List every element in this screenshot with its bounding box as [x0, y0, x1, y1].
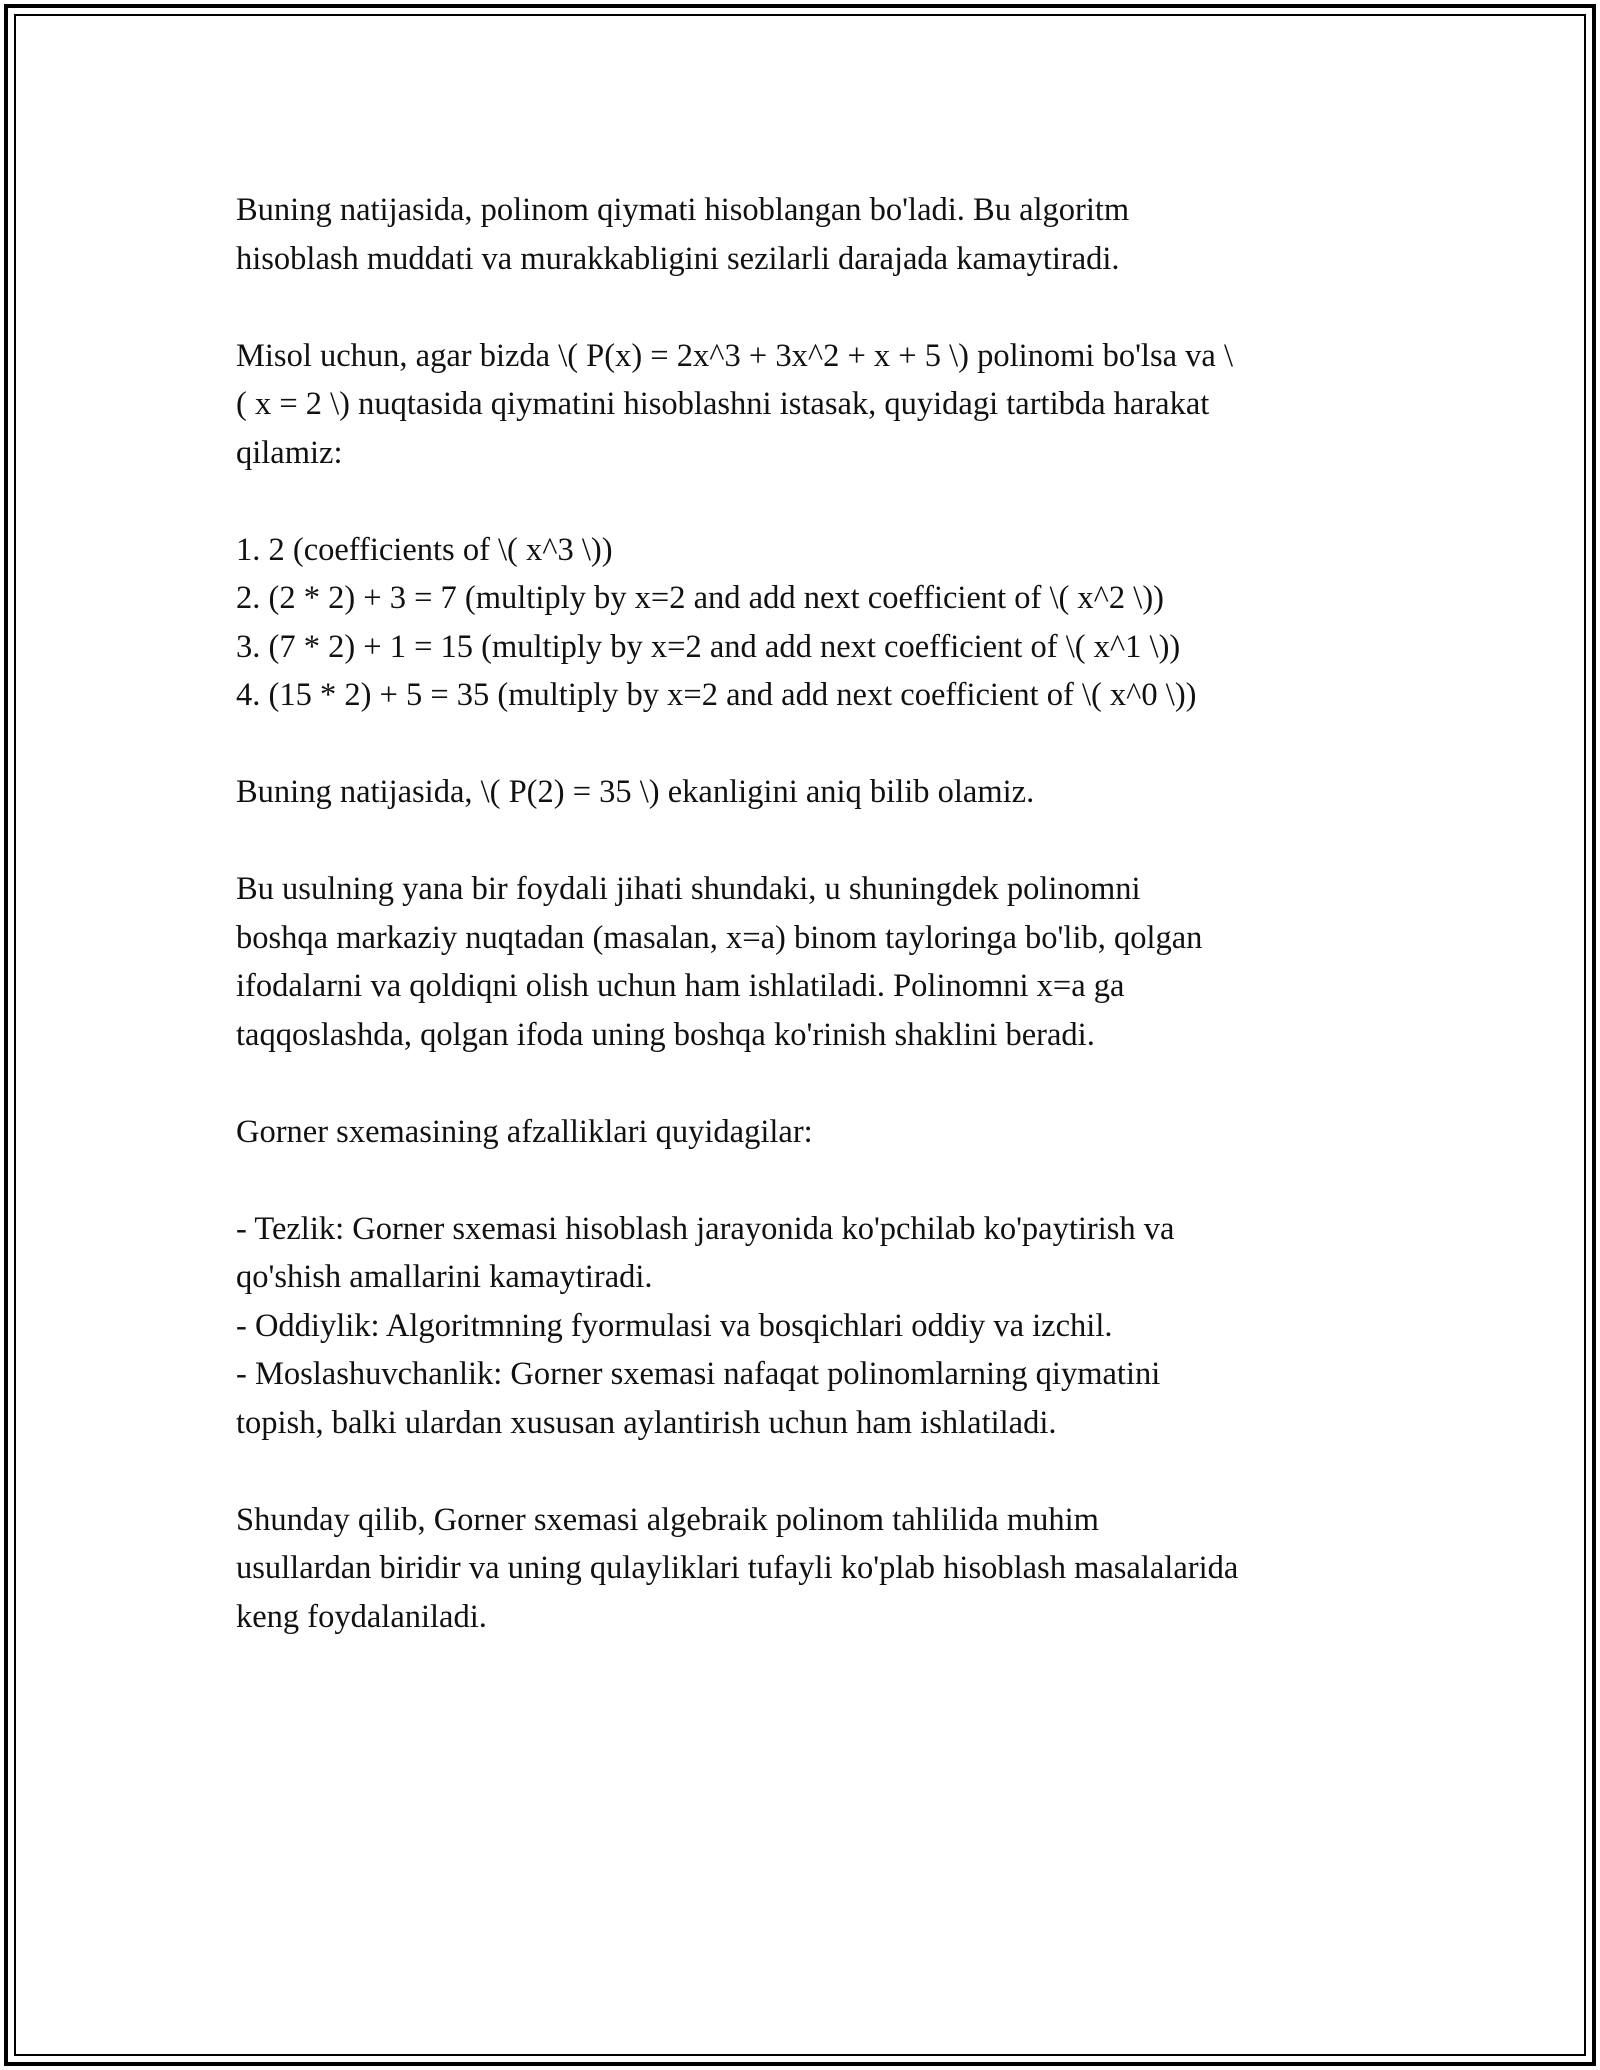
step-item: 4. (15 * 2) + 5 = 35 (multiply by x=2 and add next coefficient of \( x^0 \)) — [236, 677, 1197, 713]
text-line: hisoblash muddati va murakkabligini sezilarli darajada kamaytiradi. — [236, 240, 1120, 277]
text-line: usullardan biridir va uning qulayliklari tufayli ko'plab hisoblash masalalarida — [236, 1550, 1239, 1586]
paragraph-result-intro — [236, 186, 1386, 283]
document-body — [236, 186, 1386, 1690]
paragraph-usage — [236, 865, 1386, 1059]
advantage-line: qo'shish amallarini kamaytiradi. — [236, 1259, 653, 1295]
text-line: ifodalarni va qoldiqni olish uchun ham ishlatiladi. Polinomni x=a ga — [236, 968, 1125, 1004]
advantage-line: - Tezlik: Gorner sxemasi hisoblash jarayonida ko'pchilab ko'paytirish va — [236, 1210, 1175, 1247]
text-line: Buning natijasida, \( P(2) = 35 \) ekanligini aniq bilib olamiz. — [236, 774, 1035, 810]
text-line: qilamiz: — [236, 434, 343, 471]
text-line: Shunday qilib, Gorner sxemasi algebraik polinom tahlilida muhim — [236, 1501, 1099, 1538]
paragraph-example — [236, 332, 1386, 478]
advantage-line: - Moslashuvchanlik: Gorner sxemasi nafaqat polinomlarning qiymatini — [236, 1356, 1161, 1392]
step-item: 2. (2 * 2) + 3 = 7 (multiply by x=2 and add next coefficient of \( x^2 \)) — [236, 580, 1164, 616]
steps-list — [236, 526, 1386, 720]
advantage-line: topish, balki ulardan xususan aylantirish uchun ham ishlatiladi. — [236, 1404, 1057, 1441]
paragraph-advantages-heading — [236, 1108, 1386, 1157]
text-line: keng foydalaniladi. — [236, 1598, 487, 1635]
text-line: Buning natijasida, polinom qiymati hisoblangan bo'ladi. Bu algoritm — [236, 192, 1130, 228]
text-line: ( x = 2 \) nuqtasida qiymatini hisoblashni istasak, quyidagi tartibda harakat — [236, 386, 1210, 422]
advantages-list — [236, 1205, 1386, 1448]
text-line: taqqoslashda, qolgan ifoda uning boshqa ko'rinish shaklini beradi. — [236, 1016, 1095, 1053]
text-line: boshqa markaziy nuqtadan (masalan, x=a) binom tayloringa bo'lib, qolgan — [236, 919, 1203, 956]
advantage-line: - Oddiylik: Algoritmning fyormulasi va bosqichlari oddiy va izchil. — [236, 1307, 1113, 1344]
paragraph-result — [236, 768, 1386, 817]
text-line: Misol uchun, agar bizda \( P(x) = 2x^3 + 3x^2 + x + 5 \) polinomi bo'lsa va \ — [236, 337, 1233, 374]
step-item: 3. (7 * 2) + 1 = 15 (multiply by x=2 and add next coefficient of \( x^1 \)) — [236, 628, 1181, 665]
text-line: Gorner sxemasining afzalliklari quyidagilar: — [236, 1113, 813, 1150]
paragraph-conclusion — [236, 1496, 1386, 1642]
text-line: Bu usulning yana bir foydali jihati shundaki, u shuningdek polinomni — [236, 871, 1141, 907]
step-item: 1. 2 (coefficients of \( x^3 \)) — [236, 531, 613, 568]
